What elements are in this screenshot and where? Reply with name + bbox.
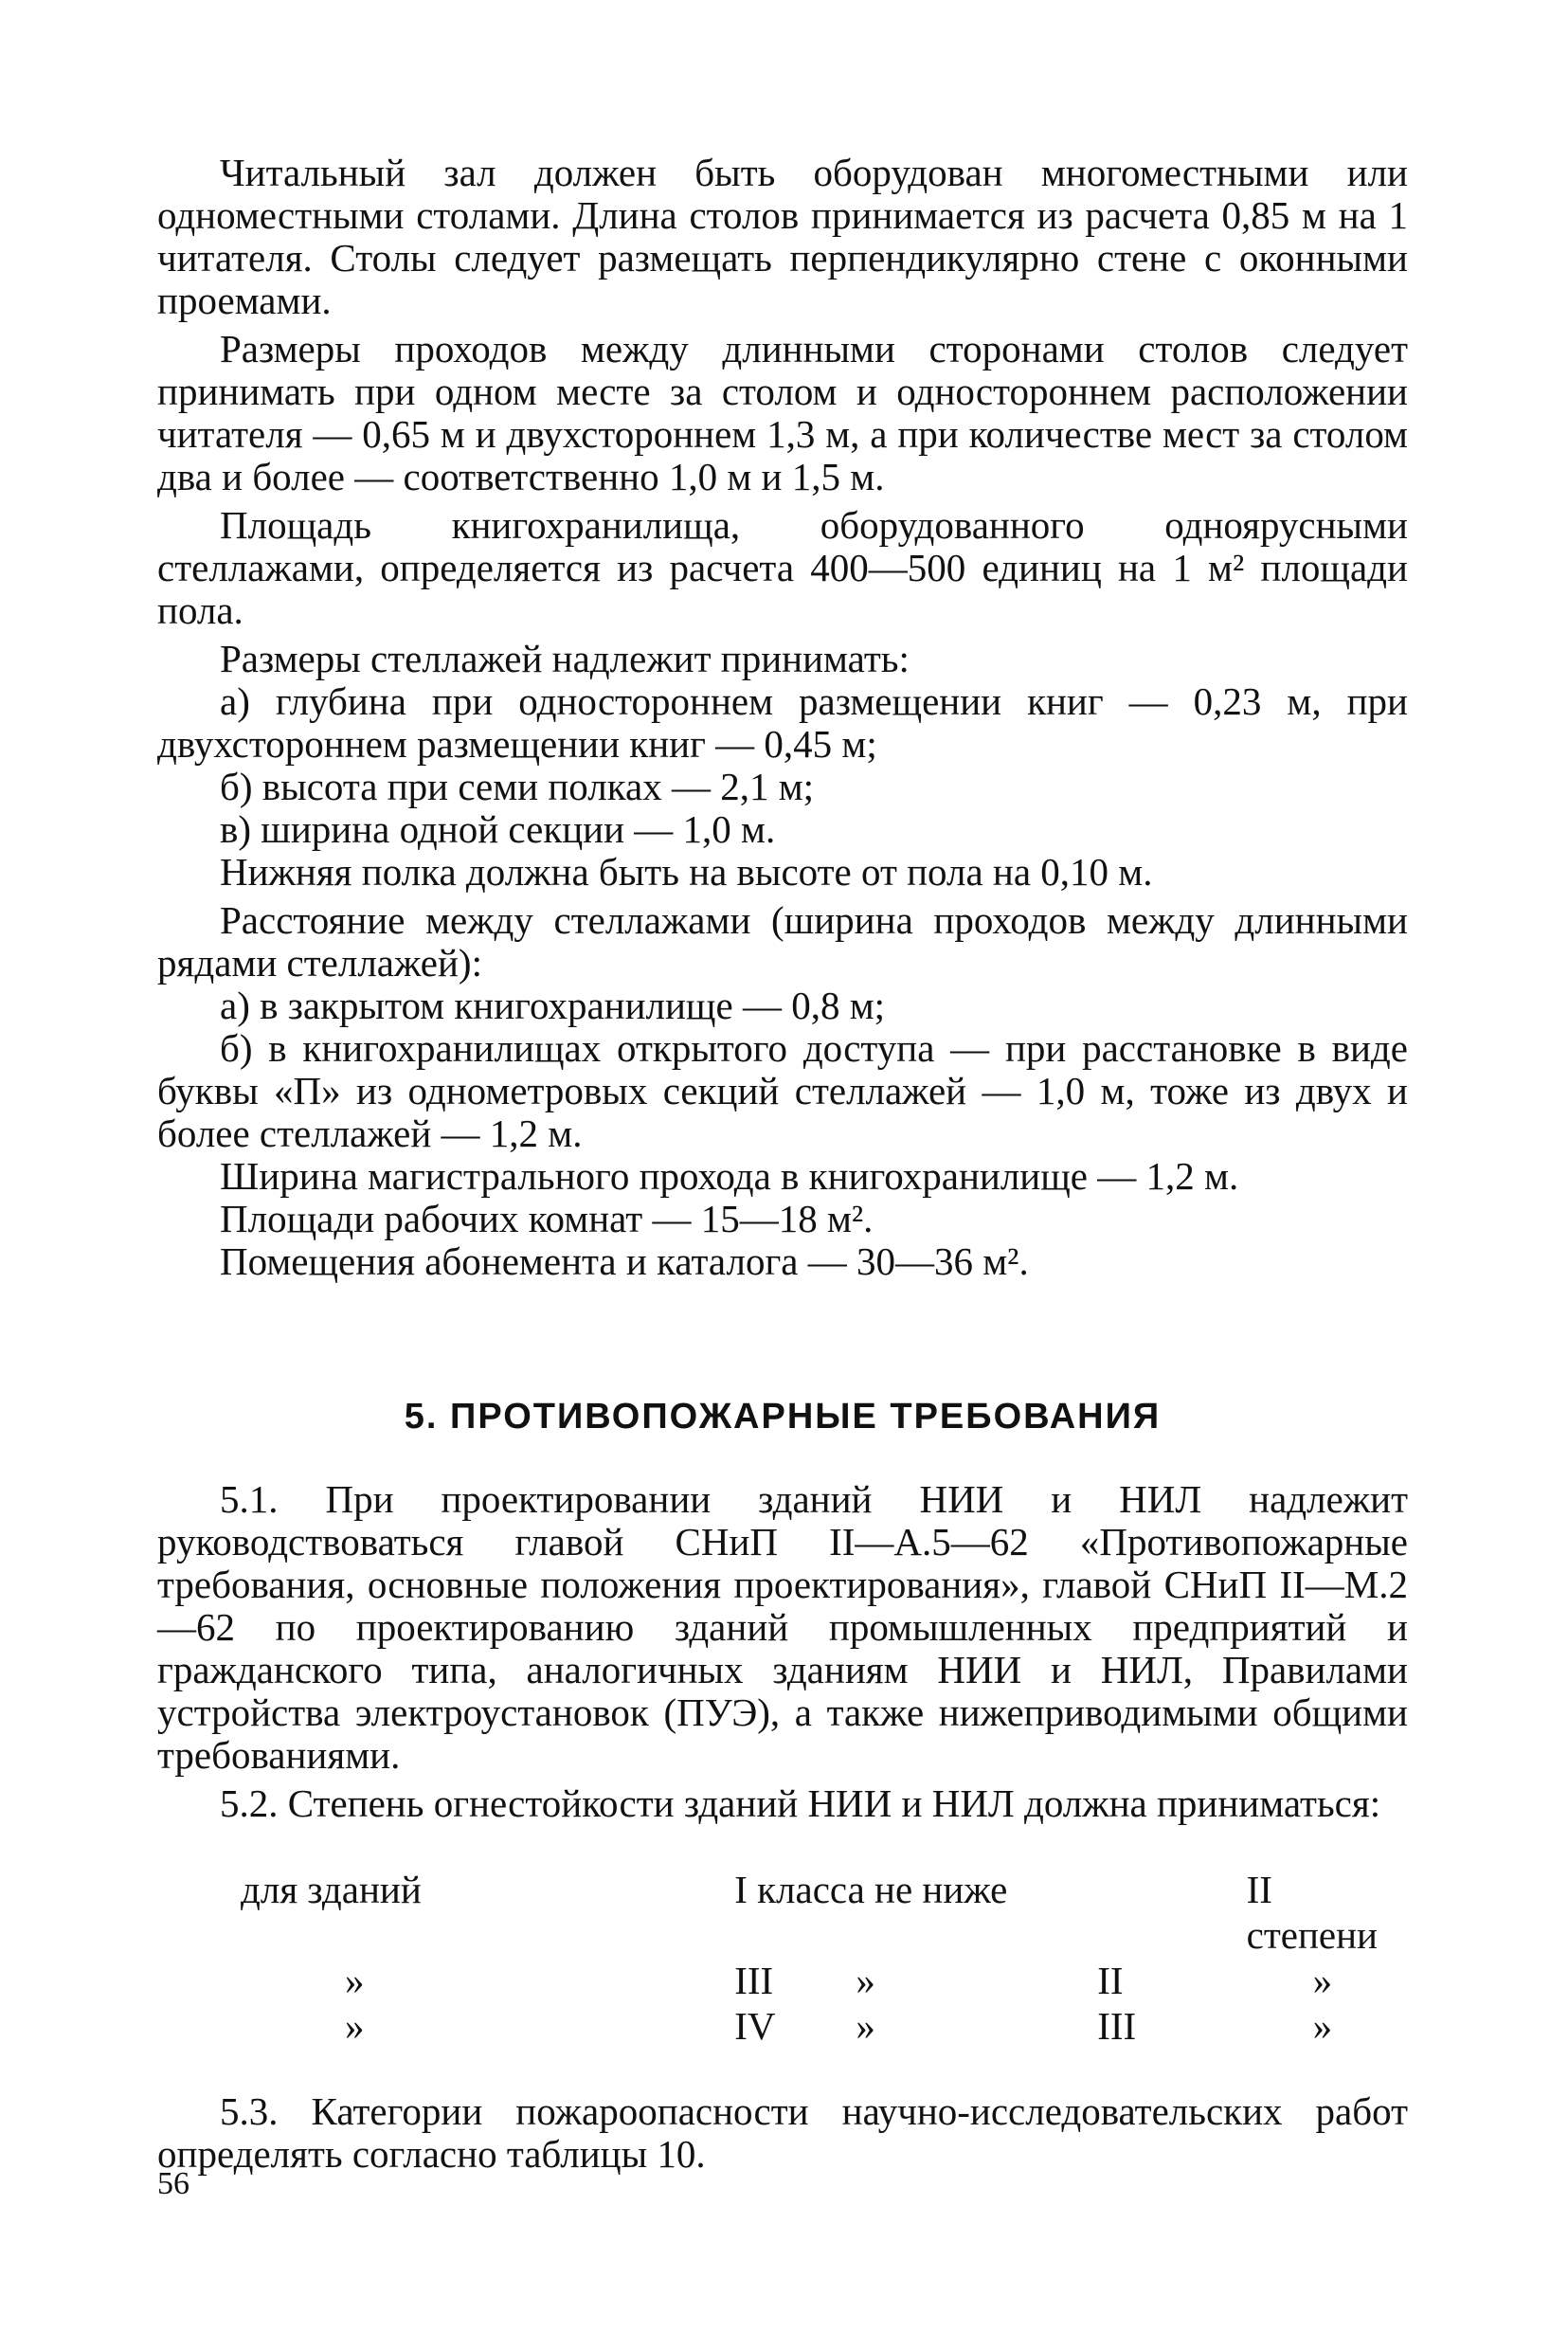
section-heading: 5. ПРОТИВОПОЖАРНЫЕ ТРЕБОВАНИЯ bbox=[404, 1397, 1162, 1437]
page-number: 56 bbox=[157, 2166, 189, 2201]
table-cell: для зданий bbox=[241, 1868, 422, 1911]
table-row bbox=[241, 1958, 1378, 2003]
paragraph-5-2: 5.2. Степень огнестойкости зданий НИИ и НИЛ должна приниматься: bbox=[220, 1781, 1381, 1825]
fire-resistance-table bbox=[241, 1867, 1378, 2049]
table-row bbox=[241, 1867, 1378, 1958]
table-cell: » bbox=[1312, 2004, 1333, 2048]
paragraph-main-passage: Ширина магистрального прохода в книгохранилище — 1,2 м. bbox=[220, 1154, 1239, 1198]
list-item-closed-storage: а) в закрытом книгохранилище — 0,8 м; bbox=[220, 984, 886, 1027]
paragraph-shelf-distance: Расстояние между стеллажами (ширина проходов между длинными рядами стеллажей): bbox=[157, 898, 1408, 985]
paragraph-5-1: 5.1. При проектировании зданий НИИ и НИЛ надлежит руководствоваться главой СНиП II—А.5—62 «Противопожарные требования, основные положения проектирования», главой СНиП II—М.2—62 по проектированию зданий промышленных предприятий и гражданского типа, аналогичных зданиям НИИ и НИЛ, Правилами устройства электроустановок (ПУЭ), а также нижеприводимыми общими требованиями. bbox=[157, 1477, 1408, 1777]
paragraph-reading-hall: Читальный зал должен быть оборудован многоместными или одноместными столами. Длина столов принимается из расчета 0,85 м на 1 читателя. Столы следует размещать перпендикулярно стене с оконными проемами. bbox=[157, 151, 1408, 322]
table-cell: III bbox=[734, 1959, 774, 2002]
list-item-height: б) высота при семи полках — 2,1 м; bbox=[220, 765, 815, 808]
table-cell: » bbox=[856, 2004, 875, 2048]
list-item-width: в) ширина одной секции — 1,0 м. bbox=[220, 807, 776, 851]
table-cell: III bbox=[1097, 2004, 1137, 2048]
paragraph-bottom-shelf: Нижняя полка должна быть на высоте от пола на 0,10 м. bbox=[220, 850, 1153, 894]
table-row bbox=[241, 2003, 1378, 2049]
table-cell: » bbox=[1312, 1959, 1333, 2002]
paragraph-work-rooms: Площади рабочих комнат — 15—18 м². bbox=[220, 1197, 874, 1240]
table-cell: » bbox=[345, 1959, 365, 2002]
paragraph-storage-area: Площадь книгохранилища, оборудованного одноярусными стеллажами, определяется из расчета 400—500 единиц на 1 м² площади пола. bbox=[157, 503, 1408, 632]
paragraph-subscription-rooms: Помещения абонемента и каталога — 30—36 м². bbox=[220, 1239, 1029, 1283]
page-body bbox=[157, 152, 1408, 2176]
table-cell: » bbox=[856, 1959, 875, 2002]
list-item-depth: а) глубина при одностороннем размещении книг — 0,23 м, при двухстороннем размещении книг — 0,45 м; bbox=[157, 679, 1408, 766]
table-cell: I класса не ниже bbox=[734, 1868, 1008, 1911]
table-cell: II степени bbox=[1246, 1868, 1378, 1957]
table-cell: » bbox=[345, 2004, 365, 2048]
paragraph-5-3: 5.3. Категории пожароопасности научно-исследовательских работ определять согласно таблицы 10. bbox=[157, 2089, 1408, 2176]
paragraph-shelf-sizes-intro: Размеры стеллажей надлежит принимать: bbox=[220, 637, 910, 680]
paragraph-passage-sizes: Размеры проходов между длинными сторонами столов следует принимать при одном месте за столом и одностороннем расположении читателя — 0,65 м и двухстороннем 1,3 м, а при количестве мест за столом два и более — соответственно 1,0 м и 1,5 м. bbox=[157, 327, 1408, 498]
table-cell: II bbox=[1097, 1959, 1124, 2002]
table-cell: IV bbox=[734, 2004, 776, 2048]
list-item-open-storage: б) в книгохранилищах открытого доступа — при расстановке в виде буквы «П» из однометровых секций стеллажей — 1,0 м, тоже из двух и более стеллажей — 1,2 м. bbox=[157, 1026, 1408, 1155]
